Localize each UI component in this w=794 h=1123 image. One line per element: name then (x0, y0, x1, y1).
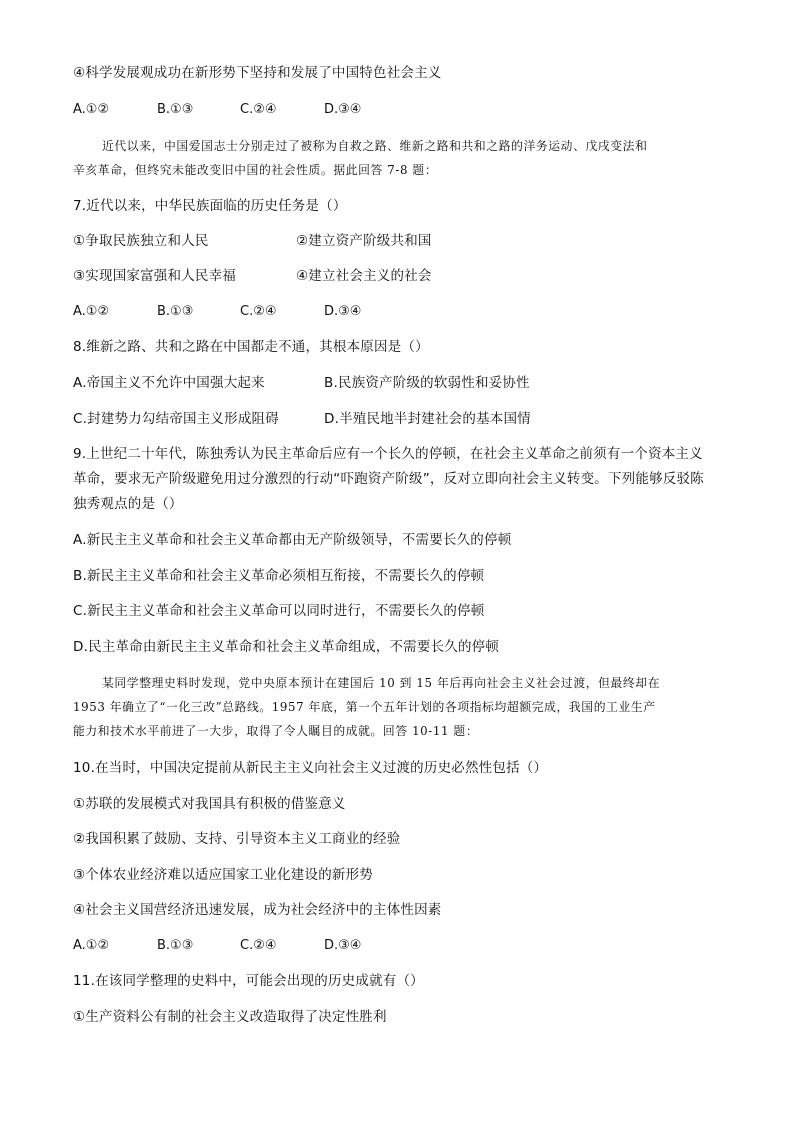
material-1-line-2: 辛亥革命，但终究未能改变旧中国的社会性质。据此回答 7-8 题： (73, 163, 438, 177)
material-2-line-1: 某同学整理史料时发现，党中央原本预计在建国后 10 到 15 年后再向社会主义社会过渡，但最终却在 (102, 676, 661, 690)
material-2-line-3: 能力和技术水平前进了一大步，取得了令人瞩目的成就。回答 10-11 题： (73, 724, 479, 738)
q9-option-c: C.新民主主义革命和社会主义革命可以同时进行，不需要长久的停顿 (73, 603, 485, 619)
q7-statement-1: ①争取民族独立和人民 (73, 233, 209, 249)
q7-statement-2: ②建立资产阶级共和国 (296, 233, 432, 249)
question-9-line-3: 独秀观点的是（） (73, 496, 183, 512)
option-c: C.②④ (240, 304, 277, 319)
q8-option-c: C.封建势力勾结帝国主义形成阻碍 (73, 411, 279, 427)
option-b: B.①③ (157, 304, 194, 319)
option-c: C.②④ (240, 938, 277, 953)
material-1-line-1: 近代以来，中国爱国志士分别走过了被称为自救之路、维新之路和共和之路的洋务运动、戊戌变法和 (102, 139, 648, 153)
q10-statement-1: ①苏联的发展模式对我国具有积极的借鉴意义 (73, 796, 346, 812)
statement-4: ④科学发展观成功在新形势下坚持和发展了中国特色社会主义 (73, 65, 442, 81)
question-9-line-2: 革命，要求无产阶级避免用过分激烈的行动“吓跑资产阶级”，反对立即向社会主义转变。下列能够反驳陈 (73, 471, 704, 487)
q9-option-a: A.新民主主义革命和社会主义革命都由无产阶级领导，不需要长久的停顿 (73, 532, 512, 548)
question-10: 10.在当时，中国决定提前从新民主主义向社会主义过渡的历史必然性包括（） (73, 760, 548, 776)
option-d: D.③④ (324, 102, 362, 117)
question-11: 11.在该同学整理的史料中，可能会出现的历史成就有（） (73, 973, 424, 989)
question-8: 8.维新之路、共和之路在中国都走不通，其根本原因是（） (73, 339, 429, 355)
q9-option-d: D.民主革命由新民主主义革命和社会主义革命组成，不需要长久的停顿 (73, 639, 500, 655)
q7-statement-3: ③实现国家富强和人民幸福 (73, 268, 237, 284)
option-d: D.③④ (324, 938, 362, 953)
option-b: B.①③ (157, 102, 194, 117)
option-a: A.①② (73, 102, 110, 117)
q9-option-b: B.新民主主义革命和社会主义革命必须相互衔接，不需要长久的停顿 (73, 568, 485, 584)
option-a: A.①② (73, 304, 110, 319)
q10-statement-2: ②我国积累了鼓励、支持、引导资本主义工商业的经验 (73, 831, 401, 847)
q8-option-d: D.半殖民地半封建社会的基本国情 (324, 411, 531, 427)
q10-statement-3: ③个体农业经济难以适应国家工业化建设的新形势 (73, 867, 374, 883)
q10-statement-4: ④社会主义国营经济迅速发展，成为社会经济中的主体性因素 (73, 902, 442, 918)
question-9-line-1: 9.上世纪二十年代，陈独秀认为民主革命后应有一个长久的停顿，在社会主义革命之前须有一个资本主义 (73, 446, 703, 462)
question-7: 7.近代以来，中华民族面临的历史任务是（） (73, 198, 347, 214)
option-a: A.①② (73, 938, 110, 953)
q8-option-b: B.民族资产阶级的软弱性和妥协性 (324, 375, 530, 391)
material-2-line-2: 1953 年确立了“一化三改”总路线。1957 年底，第一个五年计划的各项指标均超额完成，我国的工业生产 (73, 700, 656, 714)
option-b: B.①③ (157, 938, 194, 953)
q7-statement-4: ④建立社会主义的社会 (296, 268, 432, 284)
q11-statement-1: ①生产资料公有制的社会主义改造取得了决定性胜利 (73, 1009, 387, 1025)
option-c: C.②④ (240, 102, 277, 117)
q8-option-a: A.帝国主义不允许中国强大起来 (73, 375, 265, 391)
option-d: D.③④ (324, 304, 362, 319)
